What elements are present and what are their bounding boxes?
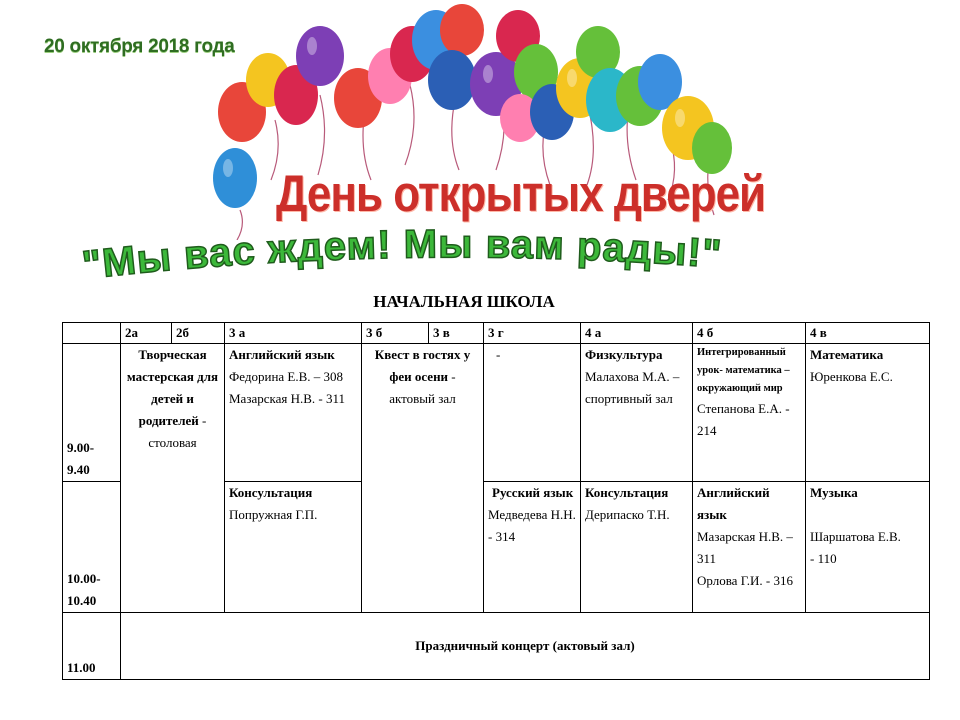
table-row — [63, 613, 930, 680]
activity-cell: Русский язык Медведева Н.Н. - 314 — [484, 482, 581, 613]
activity-cell: Консультация Дерипаско Т.Н. — [581, 482, 693, 613]
table-row — [63, 344, 930, 482]
class-header: 3 б — [362, 323, 429, 344]
header-row — [63, 323, 930, 344]
activity-cell: Квест в гостях у феи осени - актовый зал — [362, 344, 484, 613]
class-header: 3 а — [225, 323, 362, 344]
activity-cell: Музыка Шаршатова Е.В. - 110 — [806, 482, 930, 613]
corner-cell — [63, 323, 121, 344]
time-slot: 9.00- 9.40 — [63, 344, 121, 482]
activity-cell: Физкультура Малахова М.А. – спортивный зал — [581, 344, 693, 482]
activity-cell: Интегрированный урок- математика – окружающий мир Степанова Е.А. - 214 — [693, 344, 806, 482]
class-header: 4 а — [581, 323, 693, 344]
activity-cell: Английский язык Федорина Е.В. – 308 Мазарская Н.В. - 311 — [225, 344, 362, 482]
open-day-headline: День открытых дверей — [276, 166, 766, 223]
activity-cell: - — [484, 344, 581, 482]
class-header: 3 в — [429, 323, 484, 344]
class-header: 3 г — [484, 323, 581, 344]
activity-cell: Творческая мастерская для детей и родителей - столовая — [121, 344, 225, 613]
schedule-table — [62, 322, 930, 680]
activity-cell: Консультация Попружная Г.П. — [225, 482, 362, 613]
class-header: 4 в — [806, 323, 930, 344]
activity-cell: Математика Юренкова Е.С. — [806, 344, 930, 482]
time-slot: 11.00 — [63, 613, 121, 680]
class-header: 4 б — [693, 323, 806, 344]
time-slot: 10.00- 10.40 — [63, 482, 121, 613]
school-heading: НАЧАЛЬНАЯ ШКОЛА — [373, 292, 555, 311]
class-header: 2б — [172, 323, 225, 344]
activity-cell: Английский язык Мазарская Н.В. – 311 Орлова Г.И. - 316 — [693, 482, 806, 613]
svg-text:"Мы вас ждем! Мы вам рады!" — [80, 222, 723, 288]
slogan-text: "Мы вас ждем! Мы вам рады!" — [80, 222, 724, 288]
class-header: 2а — [121, 323, 172, 344]
event-date: 20 октября 2018 года — [44, 36, 235, 57]
concert-cell: Праздничный концерт (актовый зал) — [121, 613, 930, 680]
